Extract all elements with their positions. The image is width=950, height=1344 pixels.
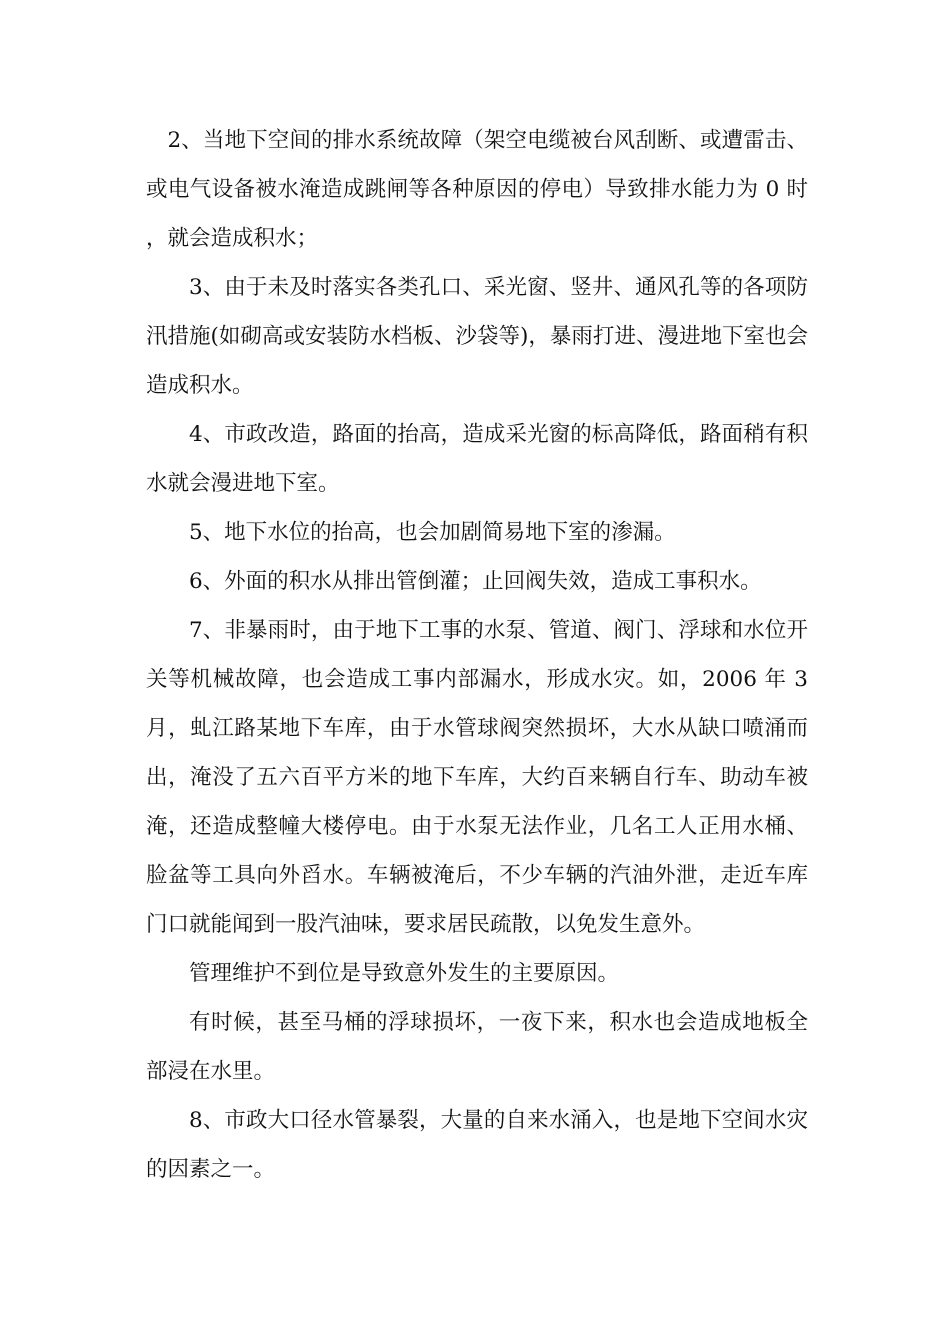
paragraph-item-8: 8、市政大口径水管暴裂，大量的自来水涌入，也是地下空间水灾的因素之一。 (146, 1108, 808, 1182)
document-body (146, 116, 808, 1194)
paragraph-item-3: 3、由于未及时落实各类孔口、采光窗、竖井、通风孔等的各项防汛措施(如砌高或安装防水档板、沙袋等)，暴雨打进、漫进地下室也会造成积水。 (146, 275, 808, 398)
paragraph-management-note: 管理维护不到位是导致意外发生的主要原因。 (189, 961, 620, 986)
paragraph-item-4: 4、市政改造，路面的抬高，造成采光窗的标高降低，路面稍有积水就会漫进地下室。 (146, 422, 808, 496)
paragraph-item-5: 5、地下水位的抬高，也会加剧简易地下室的渗漏。 (189, 520, 676, 545)
paragraph-float-ball-note: 有时候，甚至马桶的浮球损坏，一夜下来，积水也会造成地板全部浸在水里。 (146, 1010, 808, 1084)
paragraph-item-7: 7、非暴雨时，由于地下工事的水泵、管道、阀门、浮球和水位开关等机械故障，也会造成工事内部漏水，形成水灾。如，2006 年 3 月，虬江路某地下车库，由于水管球阀突然损坏，大水从缺口喷涌而出，淹没了五六百平方米的地下车库，大约百来辆自行车、助动车被淹，还造成整幢大楼停电。由于水泵无法作业，几名工人正用水桶、脸盆等工具向外舀水。车辆被淹后，不少车辆的汽油外泄，走近车库门口就能闻到一股汽油味，要求居民疏散，以免发生意外。 (146, 618, 808, 937)
paragraph-item-6: 6、外面的积水从排出管倒灌；止回阀失效，造成工事积水。 (189, 569, 762, 594)
paragraph-item-2: 2、当地下空间的排水系统故障（架空电缆被台风刮断、或遭雷击、或电气设备被水淹造成跳闸等各种原因的停电）导致排水能力为 0 时，就会造成积水； (146, 128, 808, 251)
